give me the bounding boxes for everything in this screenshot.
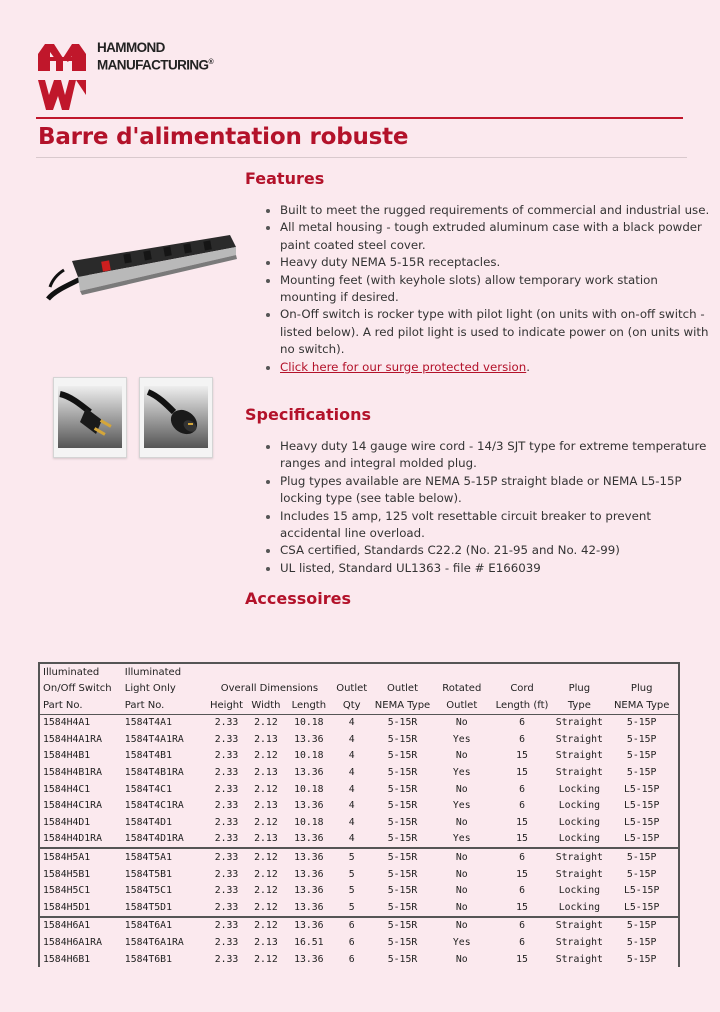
table-cell: 1584T4D1RA: [124, 833, 184, 845]
column-header: Rotated: [442, 683, 482, 695]
table-row: [39, 781, 679, 798]
features-heading: Features: [245, 169, 325, 188]
table-cell: Locking: [558, 816, 601, 828]
table-cell: 2.13: [254, 767, 278, 779]
table-cell: 1584T5B1: [124, 868, 172, 880]
table-cell: 13.36: [294, 833, 324, 845]
title-divider: [36, 157, 687, 158]
table-cell: 5-15P: [626, 767, 657, 779]
table-cell: 13.36: [294, 868, 324, 880]
table-cell: 15: [516, 750, 528, 762]
table-cell: 2.12: [254, 783, 278, 795]
table-cell: 10.18: [294, 717, 324, 729]
table-cell: Locking: [558, 833, 601, 845]
power-bar-photo: [44, 225, 240, 309]
table-cell: 15: [516, 953, 528, 965]
table-cell: 2.12: [254, 868, 278, 880]
table-cell: Straight: [553, 917, 605, 935]
table-cell: Yes: [452, 800, 471, 812]
table-cell: 4: [348, 800, 355, 812]
table-cell: 5-15P: [605, 917, 679, 935]
features-list: [262, 202, 710, 376]
column-header: Outlet: [433, 697, 491, 714]
column-header: Outlet: [387, 683, 418, 695]
table-cell: 4: [348, 733, 355, 745]
column-header: Width: [246, 697, 287, 714]
table-row: [39, 731, 679, 748]
table-cell: No: [455, 783, 468, 795]
table-cell: 13.36: [294, 767, 324, 779]
column-header: Part No.: [122, 697, 208, 714]
accessories-heading: Accessoires: [245, 589, 351, 608]
table-cell: L5-15P: [623, 816, 660, 828]
brand-name-line1: HAMMOND: [97, 40, 165, 55]
table-cell: 1584T6A1: [122, 917, 208, 935]
table-cell: 1584T4A1: [124, 717, 172, 729]
table-cell: 5: [331, 848, 372, 866]
table-cell: 6: [348, 937, 355, 949]
table-row: [39, 899, 679, 917]
table-cell: Straight: [555, 733, 603, 745]
table-cell: 13.36: [294, 733, 324, 745]
column-header: On/Off Switch: [43, 683, 112, 695]
table-cell: 5-15R: [387, 816, 418, 828]
table-cell: No: [433, 917, 491, 935]
table-cell: 5: [348, 885, 355, 897]
brand-name: [97, 40, 213, 73]
table-cell: 4: [348, 750, 355, 762]
table-cell: Yes: [452, 767, 471, 779]
table-cell: 1584T5D1: [124, 901, 172, 913]
table-cell: 2.12: [254, 953, 278, 965]
table-cell: Locking: [558, 800, 601, 812]
table-cell: 4: [348, 833, 355, 845]
list-item: • Heavy duty NEMA 5-15R receptacles.: [280, 254, 710, 271]
table-cell: No: [455, 901, 468, 913]
table-cell: 2.33: [214, 733, 239, 745]
table-cell: 1584H5A1: [39, 848, 122, 866]
table-cell: 5: [348, 901, 355, 913]
table-cell: 1584H5D1: [43, 901, 91, 913]
table-cell: Yes: [452, 733, 471, 745]
column-header: Plug: [630, 683, 653, 695]
column-header: Length (ft): [491, 697, 554, 714]
table-cell: 6: [519, 800, 525, 812]
table-cell: 5-15R: [387, 750, 418, 762]
table-cell: 1584T4D1: [124, 816, 172, 828]
table-cell: No: [455, 816, 468, 828]
column-header: Qty: [331, 697, 372, 714]
table-cell: 6: [331, 917, 372, 935]
table-cell: 5-15R: [387, 800, 418, 812]
table-cell: 1584H6A1RA: [43, 937, 102, 949]
specifications-list: [262, 438, 710, 577]
table-cell: 1584T4B1: [124, 750, 172, 762]
page-title: Barre d'alimentation robuste: [38, 124, 409, 150]
table-cell: 13.36: [294, 800, 324, 812]
table-cell: 4: [348, 767, 355, 779]
list-item: • Plug types available are NEMA 5-15P straight blade or NEMA L5-15P locking type (see table below).: [280, 473, 710, 508]
table-cell: 5-15R: [387, 937, 418, 949]
table-cell: 5-15R: [372, 917, 433, 935]
table-cell: 2.13: [254, 733, 278, 745]
table-cell: 15: [516, 767, 528, 779]
table-cell: 10.18: [294, 783, 324, 795]
table-cell: L5-15P: [623, 901, 660, 913]
table-row: [39, 882, 679, 899]
table-cell: 6: [491, 917, 554, 935]
table-cell: 4: [348, 783, 355, 795]
table-cell: 5-15P: [626, 953, 657, 965]
table-cell: 2.12: [254, 750, 278, 762]
table-cell: Straight: [555, 717, 603, 729]
table-cell: 6: [519, 783, 525, 795]
table-cell: 1584H5B1: [43, 868, 91, 880]
table-cell: 2.33: [208, 917, 246, 935]
table-row: [39, 764, 679, 781]
locking-plug-thumbnail[interactable]: [139, 377, 213, 458]
table-row: [39, 748, 679, 765]
table-cell: 2.33: [214, 868, 239, 880]
table-cell: No: [455, 953, 468, 965]
table-cell: 5-15R: [387, 767, 418, 779]
table-row: [39, 831, 679, 849]
table-cell: 6: [519, 937, 525, 949]
table-cell: 6: [519, 717, 525, 729]
table-cell: 5-15R: [387, 901, 418, 913]
column-header: NEMA Type: [605, 697, 679, 714]
table-cell: Straight: [555, 953, 603, 965]
list-item: • Mounting feet (with keyhole slots) allow temporary work station mounting if desired.: [280, 272, 710, 307]
parts-table: [38, 662, 680, 967]
table-cell: 1584T4B1RA: [124, 767, 184, 779]
table-cell: 5-15P: [626, 868, 657, 880]
column-header: Overall Dimensions: [220, 683, 319, 695]
list-item: • UL listed, Standard UL1363 - file # E166039: [280, 560, 710, 577]
table-cell: 2.33: [214, 816, 239, 828]
table-cell: No: [455, 750, 468, 762]
table-cell: 1584H4D1: [43, 816, 91, 828]
column-header: Light Only: [124, 683, 176, 695]
column-header: NEMA Type: [372, 697, 433, 714]
column-header: Height: [208, 697, 246, 714]
table-cell: No: [455, 868, 468, 880]
table-cell: Straight: [555, 868, 603, 880]
table-cell: Locking: [558, 901, 601, 913]
table-cell: 13.36: [294, 953, 324, 965]
column-header: Type: [553, 697, 605, 714]
list-item: • Includes 15 amp, 125 volt resettable circuit breaker to prevent accidental line overload.: [280, 508, 710, 543]
table-cell: 1584T6B1: [124, 953, 172, 965]
table-cell: 2.12: [254, 901, 278, 913]
table-cell: 5-15R: [372, 848, 433, 866]
column-header: Plug: [568, 683, 591, 695]
table-cell: 5-15R: [387, 953, 418, 965]
table-cell: 13.36: [294, 885, 324, 897]
table-cell: 2.33: [214, 901, 239, 913]
column-header: Part No.: [39, 697, 122, 714]
table-cell: 15: [516, 816, 528, 828]
table-cell: 2.33: [214, 783, 239, 795]
table-cell: 2.33: [214, 767, 239, 779]
column-header: Cord: [510, 683, 534, 695]
table-cell: Straight: [555, 937, 603, 949]
column-header: Illuminated: [124, 666, 182, 678]
table-cell: Locking: [558, 885, 601, 897]
table-cell: 1584H4A1RA: [43, 733, 102, 745]
table-row: [39, 866, 679, 883]
table-cell: 1584H4D1RA: [43, 833, 102, 845]
table-cell: L5-15P: [623, 783, 660, 795]
table-cell: Yes: [452, 937, 471, 949]
table-cell: 2.33: [214, 885, 239, 897]
table-body: [39, 714, 679, 967]
table-cell: 4: [348, 816, 355, 828]
table-cell: 5-15P: [626, 733, 657, 745]
surge-protected-link[interactable]: Click here for our surge protected version: [280, 359, 527, 374]
table-cell: 2.13: [254, 800, 278, 812]
table-row: [39, 797, 679, 814]
table-cell: Straight: [555, 767, 603, 779]
table-cell: 10.18: [294, 816, 324, 828]
table-cell: Straight: [553, 848, 605, 866]
list-item: • Click here for our surge protected version.: [280, 359, 710, 376]
table-cell: 5-15R: [387, 717, 418, 729]
table-cell: 1584H5C1: [43, 885, 91, 897]
table-cell: 5-15P: [626, 750, 657, 762]
table-cell: L5-15P: [623, 833, 660, 845]
table-row: [39, 714, 679, 731]
table-cell: 1584H4A1: [43, 717, 91, 729]
table-cell: 2.33: [214, 833, 239, 845]
table-cell: Locking: [558, 783, 601, 795]
table-cell: 2.12: [246, 917, 287, 935]
table-cell: 16.51: [294, 937, 324, 949]
hammond-logo-icon[interactable]: [36, 40, 88, 112]
table-row: [39, 814, 679, 831]
table-cell: 5-15R: [387, 868, 418, 880]
table-cell: 5-15P: [605, 848, 679, 866]
table-cell: 2.33: [208, 848, 246, 866]
column-header: Illuminated: [43, 666, 100, 678]
table-cell: 5-15R: [387, 733, 418, 745]
table-cell: No: [433, 848, 491, 866]
table-cell: 1584H6A1: [39, 917, 122, 935]
table-cell: 1584T6A1RA: [124, 937, 184, 949]
list-item: • Built to meet the rugged requirements of commercial and industrial use.: [280, 202, 710, 219]
table-cell: 10.18: [294, 750, 324, 762]
table-cell: 2.12: [246, 848, 287, 866]
table-cell: 5: [348, 868, 355, 880]
table-cell: 5-15P: [626, 717, 657, 729]
table-cell: 1584H6B1: [43, 953, 91, 965]
locking-plug-icon: [144, 386, 208, 448]
table-cell: 13.36: [286, 848, 331, 866]
table-cell: 13.36: [286, 917, 331, 935]
brand-name-line2: MANUFACTURING®: [97, 57, 214, 73]
table-cell: 2.12: [254, 717, 278, 729]
column-header: Outlet: [336, 683, 368, 695]
table-cell: Yes: [452, 833, 471, 845]
table-cell: 5-15P: [626, 937, 657, 949]
table-cell: 2.13: [254, 833, 278, 845]
table-cell: L5-15P: [623, 885, 660, 897]
table-cell: 5-15R: [387, 833, 418, 845]
table-row: [39, 934, 679, 951]
table-cell: 6: [491, 848, 554, 866]
table-cell: 15: [516, 833, 528, 845]
table-cell: No: [455, 885, 468, 897]
table-cell: 2.33: [214, 800, 239, 812]
table-cell: 2.33: [214, 750, 239, 762]
table-cell: 13.36: [294, 901, 324, 913]
table-cell: 1584H4C1RA: [43, 800, 102, 812]
list-item: • All metal housing - tough extruded aluminum case with a black powder paint coated steel cover.: [280, 219, 710, 254]
list-item: • CSA certified, Standards C22.2 (No. 21-95 and No. 42-99): [280, 542, 710, 559]
table-cell: 4: [348, 717, 355, 729]
table-cell: L5-15P: [623, 800, 660, 812]
table-cell: 6: [519, 733, 525, 745]
table-cell: 5-15R: [387, 783, 418, 795]
table-cell: No: [455, 717, 468, 729]
table-cell: 15: [516, 868, 528, 880]
table-cell: 1584H4B1: [43, 750, 91, 762]
table-cell: 1584H4C1: [43, 783, 91, 795]
table-cell: 2.12: [254, 816, 278, 828]
list-item: • On-Off switch is rocker type with pilot light (on units with on-off switch - listed below). A red pilot light is used to indicate power on (on units with no switch).: [280, 306, 710, 358]
table-cell: 2.33: [214, 937, 239, 949]
table-cell: 15: [516, 901, 528, 913]
straight-plug-thumbnail[interactable]: [53, 377, 127, 458]
table-row: [39, 951, 679, 968]
table-row: [39, 848, 679, 866]
table-cell: 2.33: [214, 717, 239, 729]
table-cell: 1584T4A1RA: [124, 733, 184, 745]
table-cell: 2.12: [254, 885, 278, 897]
table-cell: 5-15R: [387, 885, 418, 897]
header-divider: [36, 117, 683, 119]
table-cell: 2.33: [214, 953, 239, 965]
table-cell: 1584H4B1RA: [43, 767, 102, 779]
table-cell: 2.13: [254, 937, 278, 949]
column-header: Length: [286, 697, 331, 714]
table-cell: 1584T4C1: [124, 783, 172, 795]
table-header: [39, 663, 679, 714]
table-cell: Straight: [555, 750, 603, 762]
table-cell: 1584T5A1: [122, 848, 208, 866]
specifications-heading: Specifications: [245, 405, 371, 424]
table-cell: 6: [348, 953, 355, 965]
straight-plug-icon: [58, 386, 122, 448]
table-cell: 1584T4C1RA: [124, 800, 184, 812]
list-item: • Heavy duty 14 gauge wire cord - 14/3 SJT type for extreme temperature ranges and integral molded plug.: [280, 438, 710, 473]
table-cell: 6: [519, 885, 525, 897]
table-cell: 1584T5C1: [124, 885, 172, 897]
table-row: [39, 917, 679, 935]
